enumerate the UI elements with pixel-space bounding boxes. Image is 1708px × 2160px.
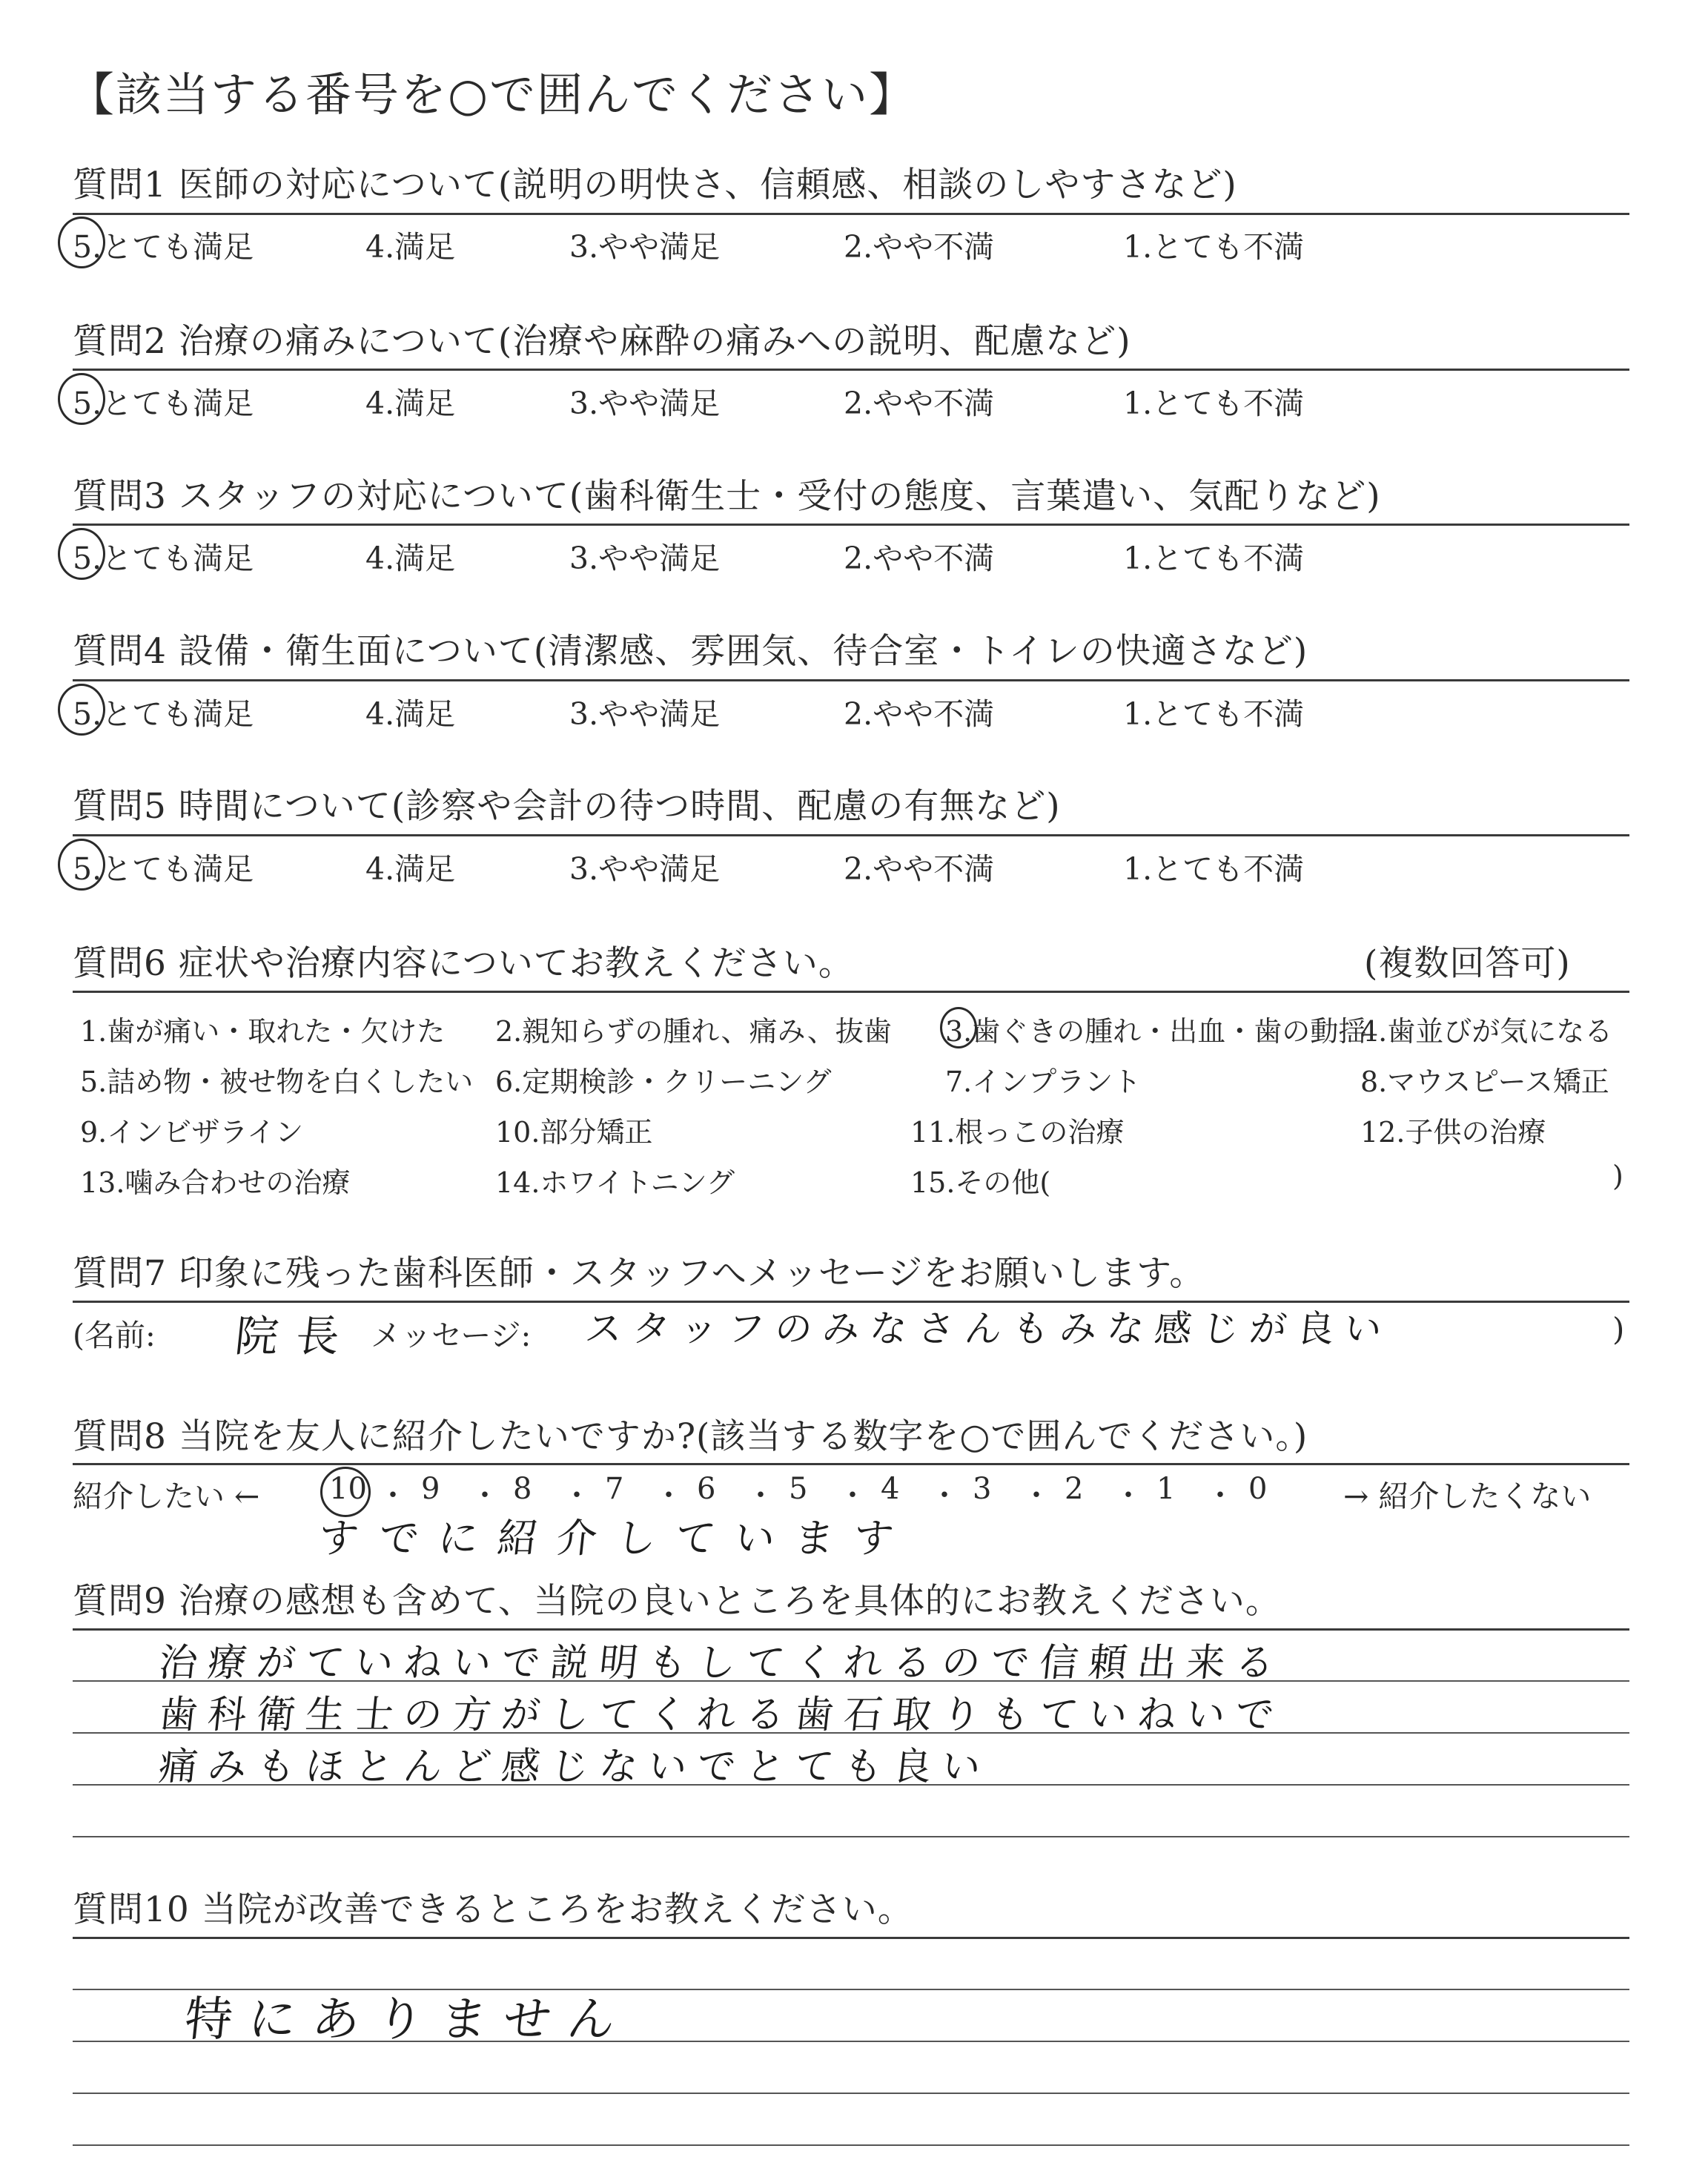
- good-points-line-3[interactable]: 痛みもほとんど感じないでとても良い: [156, 1745, 993, 1789]
- option-5[interactable]: 5.とても満足: [73, 229, 254, 265]
- symptom-item-8[interactable]: 8.マウスピース矯正: [1360, 1066, 1609, 1098]
- divider: [73, 369, 1629, 371]
- scale-separator: ・: [930, 1479, 959, 1513]
- option-2[interactable]: 2.やや不満: [844, 386, 995, 421]
- symptom-item-2[interactable]: 2.親知らずの腫れ、痛み、抜歯: [495, 1015, 892, 1048]
- question-1-label: 質問1 医師の対応について(説明の明快さ、信頼感、相談のしやすさなど): [73, 165, 1237, 205]
- symptom-item-10[interactable]: 10.部分矯正: [495, 1116, 653, 1149]
- recommend-score-7[interactable]: 7: [605, 1472, 624, 1506]
- scale-separator: ・: [562, 1479, 592, 1513]
- recommend-score-5[interactable]: 5: [789, 1472, 808, 1506]
- symptom-item-3[interactable]: 3.歯ぐきの腫れ・出血・歯の動揺: [945, 1015, 1367, 1048]
- symptom-item-6[interactable]: 6.定期検診・クリーニング: [495, 1066, 832, 1098]
- answer-line: [73, 1836, 1629, 1837]
- recommend-score-9[interactable]: 9: [421, 1472, 440, 1506]
- recommend-score-10[interactable]: 10: [329, 1472, 367, 1506]
- recommend-score-4[interactable]: 4: [881, 1472, 900, 1506]
- question-7-label: 質問7 印象に残った歯科医師・スタッフへメッセージをお願いします。: [73, 1253, 1205, 1294]
- question-8-label: 質問8 当院を友人に紹介したいですか?(該当する数字を○で囲んでください。): [73, 1416, 1308, 1457]
- option-1[interactable]: 1.とても不満: [1123, 851, 1305, 887]
- scale-separator: ・: [470, 1479, 500, 1513]
- message-value[interactable]: スタッフのみなさんもみな感じが良い: [583, 1307, 1394, 1350]
- scale-separator: ・: [1022, 1479, 1051, 1513]
- answer-line: [73, 2144, 1629, 2146]
- option-3[interactable]: 3.やや満足: [569, 541, 721, 576]
- other-close-paren: ): [1612, 1160, 1623, 1192]
- option-4[interactable]: 4.満足: [365, 696, 456, 732]
- recommend-score-8[interactable]: 8: [513, 1472, 532, 1506]
- question-10-label: 質問10 当院が改善できるところをお教えください。: [73, 1889, 913, 1930]
- divider: [73, 524, 1629, 526]
- option-1[interactable]: 1.とても不満: [1123, 229, 1305, 265]
- symptom-item-13[interactable]: 13.噛み合わせの治療: [80, 1166, 351, 1199]
- symptom-item-14[interactable]: 14.ホワイトニング: [495, 1166, 735, 1199]
- scale-separator: ・: [378, 1479, 408, 1513]
- option-1[interactable]: 1.とても不満: [1123, 696, 1305, 732]
- scale-separator: ・: [654, 1479, 683, 1513]
- divider: [73, 991, 1629, 993]
- recommend-score-6[interactable]: 6: [697, 1472, 716, 1506]
- symptom-item-1[interactable]: 1.歯が痛い・取れた・欠けた: [80, 1015, 446, 1048]
- recommend-score-1[interactable]: 1: [1156, 1472, 1176, 1506]
- option-3[interactable]: 3.やや満足: [569, 696, 721, 732]
- question-3-label: 質問3 スタッフの対応について(歯科衛生士・受付の態度、言葉遣い、気配りなど): [73, 476, 1381, 517]
- recommend-score-3[interactable]: 3: [973, 1472, 992, 1506]
- option-5[interactable]: 5.とても満足: [73, 541, 254, 576]
- message-label: メッセージ:: [371, 1318, 532, 1353]
- divider: [73, 1628, 1629, 1631]
- recommend-score-0[interactable]: 0: [1248, 1472, 1268, 1506]
- question-6-label: 質問6 症状や治療内容についてお教えください。: [73, 943, 854, 984]
- message-close-paren: ): [1612, 1311, 1625, 1347]
- divider: [73, 1937, 1629, 1939]
- option-1[interactable]: 1.とても不満: [1123, 541, 1305, 576]
- multiple-answer-note: (複数回答可): [1364, 943, 1571, 984]
- improvement-line-1[interactable]: 特にありません: [182, 1992, 635, 2047]
- question-2-label: 質問2 治療の痛みについて(治療や麻酔の痛みへの説明、配慮など): [73, 321, 1131, 362]
- option-2[interactable]: 2.やや不満: [844, 229, 995, 265]
- name-value[interactable]: 院長: [232, 1311, 360, 1361]
- good-points-line-2[interactable]: 歯科衛生士の方がしてくれる歯石取りもていねいで: [156, 1693, 1287, 1737]
- question-4-label: 質問4 設備・衛生面について(清潔感、雰囲気、待合室・トイレの快適さなど): [73, 631, 1308, 672]
- symptom-item-7[interactable]: 7.インプラント: [945, 1066, 1142, 1098]
- option-5[interactable]: 5.とても満足: [73, 851, 254, 887]
- recommend-comment[interactable]: すでに紹介しています: [316, 1515, 916, 1562]
- scale-separator: ・: [1113, 1479, 1143, 1513]
- option-4[interactable]: 4.満足: [365, 386, 456, 421]
- symptom-item-12[interactable]: 12.子供の治療: [1360, 1116, 1546, 1149]
- symptom-item-9[interactable]: 9.インビザライン: [80, 1116, 304, 1149]
- divider: [73, 213, 1629, 215]
- symptom-item-15[interactable]: 15.その他(: [910, 1166, 1051, 1199]
- page-title: 【該当する番号を○で囲んでください】: [68, 67, 917, 122]
- option-5[interactable]: 5.とても満足: [73, 696, 254, 732]
- option-5[interactable]: 5.とても満足: [73, 386, 254, 421]
- symptom-item-11[interactable]: 11.根っこの治療: [910, 1116, 1125, 1149]
- recommend-left-label: 紹介したい ←: [73, 1479, 260, 1514]
- option-1[interactable]: 1.とても不満: [1123, 386, 1305, 421]
- option-4[interactable]: 4.満足: [365, 541, 456, 576]
- good-points-line-1[interactable]: 治療がていねいで説明もしてくれるので信頼出来る: [156, 1641, 1287, 1685]
- option-3[interactable]: 3.やや満足: [569, 229, 721, 265]
- symptom-item-4[interactable]: 4.歯並びが気になる: [1360, 1015, 1613, 1048]
- name-label: (名前:: [73, 1318, 156, 1353]
- answer-line: [73, 2093, 1629, 2094]
- scale-separator: ・: [746, 1479, 775, 1513]
- symptom-item-5[interactable]: 5.詰め物・被せ物を白くしたい: [80, 1066, 474, 1098]
- recommend-right-label: → 紹介したくない: [1343, 1479, 1592, 1514]
- question-9-label: 質問9 治療の感想も含めて、当院の良いところを具体的にお教えください。: [73, 1581, 1281, 1622]
- scale-separator: ・: [1205, 1479, 1235, 1513]
- recommend-score-2[interactable]: 2: [1065, 1472, 1084, 1506]
- divider: [73, 679, 1629, 681]
- divider: [73, 1463, 1629, 1465]
- option-2[interactable]: 2.やや不満: [844, 696, 995, 732]
- option-3[interactable]: 3.やや満足: [569, 386, 721, 421]
- option-4[interactable]: 4.満足: [365, 851, 456, 887]
- option-4[interactable]: 4.満足: [365, 229, 456, 265]
- scale-separator: ・: [838, 1479, 867, 1513]
- option-2[interactable]: 2.やや不満: [844, 851, 995, 887]
- option-3[interactable]: 3.やや満足: [569, 851, 721, 887]
- divider: [73, 834, 1629, 836]
- option-2[interactable]: 2.やや不満: [844, 541, 995, 576]
- question-5-label: 質問5 時間について(診察や会計の待つ時間、配慮の有無など): [73, 786, 1061, 827]
